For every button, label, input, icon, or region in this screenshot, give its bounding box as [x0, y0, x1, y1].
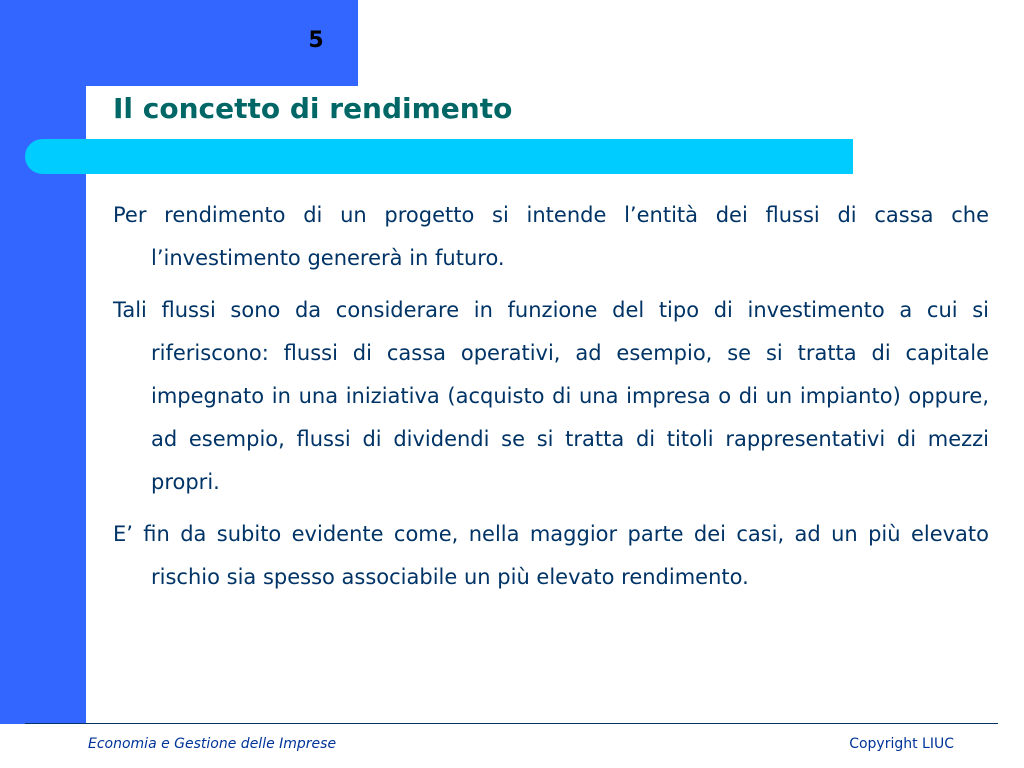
- title-underline-bar: [25, 139, 853, 174]
- footer-course-title: Economia e Gestione delle Imprese: [88, 736, 337, 752]
- body-paragraph: E’ fin da subito evidente come, nella maggior parte dei casi, ad un più elevato rischio sia spesso associabile un più elevato rendimento.: [113, 522, 989, 589]
- body-paragraph: Per rendimento di un progetto si intende l’entità dei flussi di cassa che l’investimento genererà in futuro.: [113, 203, 989, 270]
- slide-body: [113, 194, 989, 608]
- body-paragraph: Tali flussi sono da considerare in funzione del tipo di investimento a cui si riferiscono: flussi di cassa operativi, ad esempio, se si tratta di capitale impegnato in una iniziativa (acquisto di una impresa o di un impianto) oppure, ad esempio, flussi di dividendi se si tratta di titoli rappresentativi di mezzi propri.: [113, 298, 989, 494]
- slide-title: Il concetto di rendimento: [113, 92, 513, 125]
- footer-copyright: Copyright LIUC: [849, 736, 954, 752]
- footer-divider: [25, 723, 998, 724]
- slide-number: 5: [308, 28, 324, 53]
- left-blue-sidebar: [0, 0, 86, 724]
